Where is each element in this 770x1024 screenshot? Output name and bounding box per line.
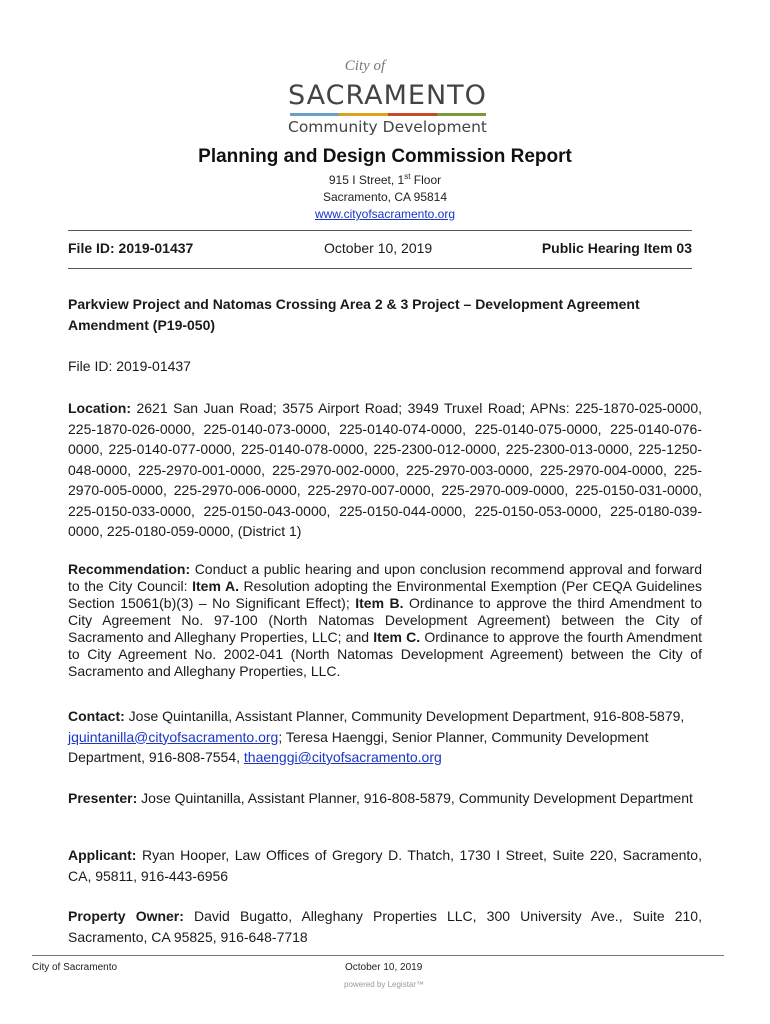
location-paragraph: Location: 2621 San Juan Road; 3575 Airport Road; 3949 Truxel Road; APNs: 225-1870-025-0000, 225-1870-026-0000, 225-0140-073-0000, 225-0140-074-0000, 225-0140-075-0000, 225-0140-076-0000, 225-0140-077-0000, 225-0140-078-0000, 225-2300-012-0000, 225-2300-013-0000, 225-1250-048-0000, 225-2970-001-0000, 225-2970-002-0000, 225-2970-003-0000, 225-2970-004-0000, 225-2970-005-0000, 225-2970-006-0000, 225-2970-007-0000, 225-2970-009-0000, 225-0150-031-0000, 225-0150-033-0000, 225-0150-043-0000, 225-0150-044-0000, 225-0150-053-0000, 225-0180-039-0000, 225-0180-059-0000, (District 1) [68,400,702,539]
address-street: 915 I Street, 1st Floor [328,172,442,187]
contact-paragraph: Contact: Jose Quintanilla, Assistant Planner, Community Development Department, 916-808-5879, jquintanilla@cityofsacramento.org; Teresa Haenggi, Senior Planner, Community Development Department, 916-808-7554, thaenggi@cityofsacramento.org [68,708,685,765]
email-link-haenggi[interactable]: thaenggi@cityofsacramento.org [243,749,442,765]
logo-bar-segment [339,113,388,116]
website-link-wrap [0,207,770,221]
footer-city: City of Sacramento [32,962,118,973]
presenter-paragraph: Presenter: Jose Quintanilla, Assistant Planner, 916-808-5879, Community Development Department [68,790,693,806]
file-id-line: File ID: 2019-01437 [68,358,191,374]
applicant-paragraph: Applicant: Ryan Hooper, Law Offices of Gregory D. Thatch, 1730 I Street, Suite 220, Sacramento, CA, 95811, 916-443-6956 [68,847,702,884]
logo-bar-segment [290,113,339,116]
logo-color-bar [290,113,486,116]
header-hearing-item: Public Hearing Item 03 [541,240,692,256]
recommendation-paragraph: Recommendation: Conduct a public hearing and upon conclusion recommend approval and forward to the City Council: Item A. Resolution adopting the Environmental Exemption (Per CEQA Guidelines Section 15061(b)(3) – No Significant Effect); Item B. Ordinance to approve the third Amendment to City Agreement No. 97-100 (North Natomas Development Agreement) between the City of Sacramento and Alleghany Properties, LLC; and Item C. Ordinance to approve the fourth Amendment to City Agreement No. 2002-041 (North Natomas Development Agreement) between the City of Sacramento and Alleghany Properties, LLC. [68,561,703,679]
logo-bar-segment [388,113,437,116]
report-title: Planning and Design Commission Report [198,146,572,167]
footer-powered-by: powered by Legistar™ [344,980,425,989]
header-rule-top [68,230,692,231]
website-link[interactable]: www.cityofsacramento.org [314,207,456,221]
logo-community-development: Community Development [288,118,487,136]
owner-paragraph: Property Owner: David Bugatto, Alleghany Properties LLC, 300 University Ave., Suite 210, Sacramento, CA 95825, 916-648-7718 [68,908,702,945]
email-link-quintanilla[interactable]: jquintanilla@cityofsacramento.org [68,728,279,745]
subject-heading: Parkview Project and Natomas Crossing Area 2 & 3 Project – Development Agreement Amendment (P19-050) [68,296,640,333]
header-rule-bottom [68,268,692,269]
logo-bar-segment [437,113,486,116]
logo-sacramento: SACRAMENTO [288,80,487,111]
logo-city-of: City of [344,58,386,74]
address-city: Sacramento, CA 95814 [322,190,448,204]
header-date: October 10, 2019 [324,240,433,256]
footer-date: October 10, 2019 [345,962,423,973]
header-file-id: File ID: 2019-01437 [68,240,194,256]
footer-rule [32,955,724,956]
